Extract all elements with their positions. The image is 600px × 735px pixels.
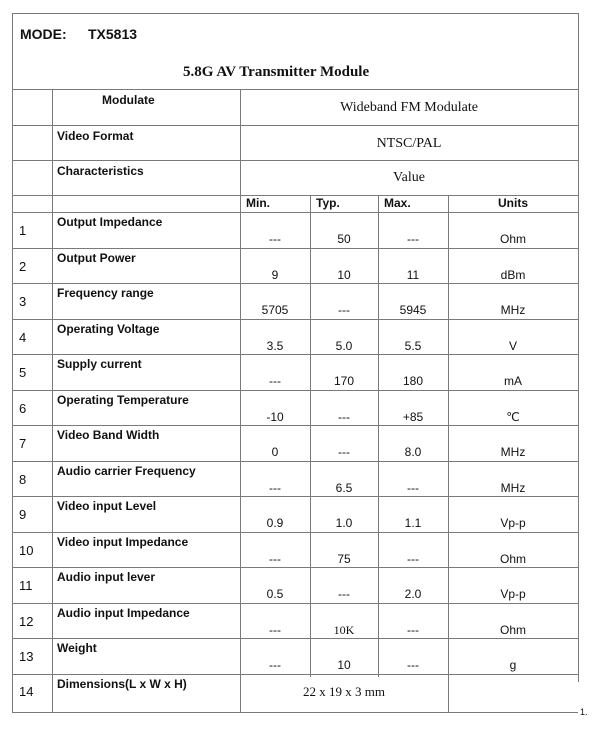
column-header: Typ. — [316, 196, 340, 210]
cell-min: --- — [269, 622, 281, 637]
cell-max: --- — [407, 551, 419, 566]
parameter-name: Video input Impedance — [57, 534, 189, 549]
cell-max: --- — [407, 232, 419, 246]
cell-unit: Vp-p — [500, 516, 526, 530]
cell-typ: 1.0 — [335, 516, 353, 530]
cell-typ: 5.0 — [335, 338, 353, 353]
cell-unit: dBm — [500, 267, 526, 282]
cell-typ: --- — [338, 445, 350, 459]
cell-unit: Ohm — [499, 551, 526, 566]
cell-max: --- — [407, 658, 419, 672]
cell-max: +85 — [402, 409, 424, 424]
table-title: 5.8G AV Transmitter Module — [183, 64, 370, 80]
cell-min: --- — [269, 551, 281, 566]
mode-label: MODE: — [20, 26, 67, 42]
cell-max: 2.0 — [404, 587, 422, 601]
cell-max: --- — [407, 622, 419, 637]
row-number: 13 — [19, 649, 34, 664]
parameter-name: Video input Level — [57, 499, 157, 513]
row-number: 5 — [19, 365, 27, 380]
cell-max: --- — [407, 480, 419, 495]
row-number: 6 — [19, 400, 27, 416]
column-header: Units — [498, 196, 528, 210]
cell-min: 5705 — [261, 303, 289, 317]
cell-min: 0 — [271, 445, 279, 459]
cell-unit: MHz — [500, 480, 526, 495]
info-label: Characteristics — [57, 164, 144, 178]
cell-unit: MHz — [500, 445, 526, 459]
row-number: 7 — [19, 436, 27, 451]
info-label: Modulate — [102, 93, 155, 107]
info-value: NTSC/PAL — [376, 136, 442, 151]
cell-max: 1.1 — [404, 516, 422, 530]
parameter-name: Audio input Impedance — [57, 605, 190, 620]
cell-min: --- — [269, 658, 281, 672]
dimensions-value: 22 x 19 x 3 mm — [303, 683, 385, 699]
cell-min: --- — [269, 232, 281, 246]
parameter-name: Weight — [57, 641, 97, 655]
cell-typ: --- — [338, 303, 350, 317]
cell-typ: 10K — [333, 622, 355, 637]
trailing-mark: 1. — [580, 707, 588, 717]
cell-unit: MHz — [500, 303, 526, 317]
cell-min: 0.9 — [266, 516, 284, 530]
row-number: 10 — [19, 542, 34, 558]
parameter-name: Output Impedance — [57, 215, 163, 229]
row-number: 14 — [19, 683, 34, 699]
cell-typ: 6.5 — [335, 480, 353, 495]
cell-max: 5945 — [399, 303, 427, 317]
row-number: 11 — [19, 578, 33, 593]
cell-typ: --- — [338, 409, 350, 424]
cell-min: 3.5 — [266, 338, 284, 353]
parameter-name: Frequency range — [57, 286, 154, 300]
cell-typ: 10 — [337, 658, 351, 672]
cell-typ: 170 — [333, 374, 355, 388]
info-value: Value — [393, 170, 425, 185]
cell-min: -10 — [266, 409, 284, 424]
cell-min: --- — [269, 374, 281, 388]
cell-max: 8.0 — [404, 445, 422, 459]
parameter-name: Dimensions(L x W x H) — [57, 676, 187, 691]
parameter-name: Audio carrier Frequency — [57, 463, 196, 478]
cell-unit: mA — [504, 374, 522, 388]
row-number: 1 — [19, 223, 27, 238]
row-number: 4 — [19, 329, 27, 345]
parameter-name: Video Band Width — [57, 428, 160, 442]
parameter-name: Output Power — [57, 250, 136, 265]
cell-unit: Vp-p — [500, 587, 526, 601]
cell-typ: 75 — [337, 551, 351, 566]
column-header: Max. — [384, 196, 411, 210]
cell-unit: ℃ — [506, 409, 520, 424]
row-number: 3 — [19, 294, 27, 309]
cell-unit: Ohm — [499, 232, 526, 246]
row-number: 2 — [19, 258, 27, 274]
cell-unit: V — [508, 338, 517, 353]
cell-min: --- — [269, 480, 281, 495]
cell-max: 5.5 — [404, 338, 422, 353]
cell-typ: 50 — [337, 232, 351, 246]
cell-typ: --- — [338, 587, 350, 601]
cell-min: 9 — [271, 267, 279, 282]
cell-min: 0.5 — [266, 587, 284, 601]
cell-unit: g — [509, 658, 517, 672]
row-number: 9 — [19, 507, 27, 522]
info-label: Video Format — [57, 129, 134, 143]
row-number: 8 — [19, 471, 27, 487]
parameter-name: Audio input lever — [57, 570, 156, 584]
info-value: Wideband FM Modulate — [340, 100, 478, 115]
parameter-name: Operating Temperature — [57, 392, 189, 407]
cell-max: 180 — [402, 374, 424, 388]
parameter-name: Operating Voltage — [57, 321, 160, 336]
parameter-name: Supply current — [57, 357, 142, 371]
cell-unit: Ohm — [499, 622, 526, 637]
cell-max: 11 — [406, 267, 420, 282]
row-number: 12 — [19, 613, 34, 629]
model-number: TX5813 — [88, 26, 138, 42]
cell-typ: 10 — [337, 267, 351, 282]
column-header: Min. — [246, 196, 270, 210]
